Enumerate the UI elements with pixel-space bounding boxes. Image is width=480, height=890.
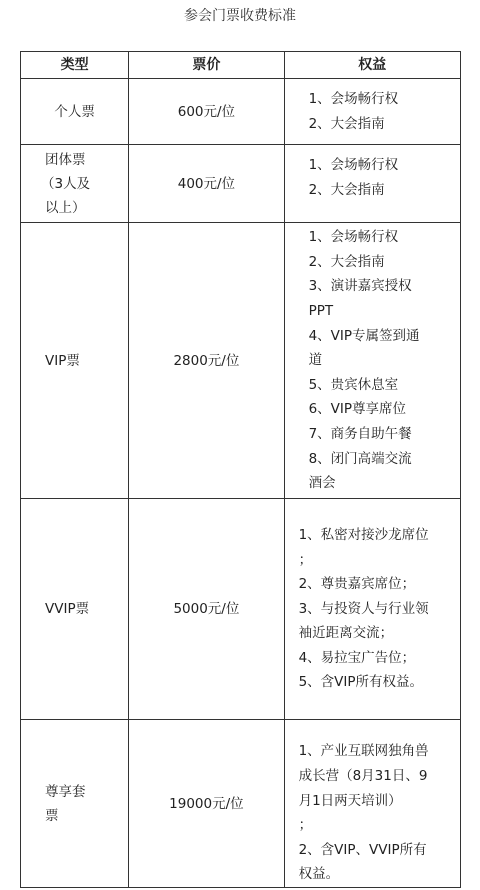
rights-item: 1、会场畅行权 <box>308 157 399 173</box>
ticket-price: 2800元/位 <box>173 352 240 369</box>
ticket-price: 5000元/位 <box>173 601 240 617</box>
rights-list <box>285 153 460 202</box>
ticket-price: 19000元/位 <box>169 795 244 812</box>
rights-item: 2、尊贵嘉宾席位； <box>298 576 416 593</box>
rights-item: 2、含VIP、VVIP所有 <box>298 841 427 858</box>
ticket-price-cell <box>129 79 284 145</box>
rights-item: 道 <box>308 352 323 369</box>
rights-item: 2、大会指南 <box>308 253 385 270</box>
rights-list <box>285 87 460 136</box>
ticket-type-cell <box>21 223 129 499</box>
header-rights: 权益 <box>284 52 460 79</box>
ticket-type-label: 个人票 <box>54 103 95 120</box>
rights-item: 7、商务自助午餐 <box>308 425 412 442</box>
rights-item: 酒会 <box>308 475 336 492</box>
ticket-price: 400元/位 <box>177 175 236 192</box>
rights-list <box>285 523 460 695</box>
rights-item: 2、大会指南 <box>308 181 385 198</box>
rights-list <box>285 225 460 496</box>
rights-item: 5、含VIP所有权益。 <box>298 674 424 691</box>
ticket-rights-cell <box>284 223 460 499</box>
rights-item: 2、大会指南 <box>308 115 385 132</box>
ticket-price-cell <box>129 223 284 499</box>
table-row <box>21 223 461 499</box>
ticket-type-label: 团体票 <box>45 151 86 168</box>
ticket-rights-cell <box>284 79 460 145</box>
rights-item: 5、贵宾休息室 <box>308 376 399 393</box>
rights-item: 月1日两天培训） <box>298 792 402 809</box>
table-row <box>21 499 461 720</box>
rights-item: 权益。 <box>298 866 340 883</box>
ticket-type-label: VVIP票 <box>45 601 90 617</box>
ticket-type-label: 以上） <box>45 199 86 216</box>
rights-item: 1、产业互联网独角兽 <box>298 743 429 760</box>
rights-item: 1、会场畅行权 <box>308 90 399 107</box>
rights-item: PPT <box>308 303 334 320</box>
table-row <box>21 79 461 145</box>
rights-item: 6、VIP尊享席位 <box>308 401 407 418</box>
table-header-row <box>21 52 461 79</box>
ticket-type-cell <box>21 79 129 145</box>
rights-item: ； <box>298 551 313 568</box>
ticket-price-cell <box>129 720 284 888</box>
table-row <box>21 145 461 223</box>
rights-item: 3、演讲嘉宾授权 <box>308 278 412 295</box>
ticket-type-label: 尊享套 <box>45 783 86 800</box>
ticket-pricing-table <box>20 51 461 888</box>
ticket-type-label: 票 <box>45 807 59 824</box>
ticket-price-cell <box>129 145 284 223</box>
rights-item: 袖近距离交流； <box>298 625 394 642</box>
ticket-type-label: （3人及 <box>41 175 91 192</box>
rights-item: 8、闭门高端交流 <box>308 450 412 467</box>
rights-item: 1、私密对接沙龙席位 <box>298 526 429 543</box>
rights-item: 4、VIP专属签到通 <box>308 327 420 344</box>
ticket-rights-cell <box>284 499 460 720</box>
table-row <box>21 720 461 888</box>
ticket-type-label: VIP票 <box>45 352 80 369</box>
ticket-price-cell <box>129 499 284 720</box>
header-type: 类型 <box>21 52 129 79</box>
rights-item: 3、与投资人与行业领 <box>298 600 429 617</box>
page-title: 参会门票收费标准 <box>184 8 296 24</box>
rights-item: ； <box>298 817 313 834</box>
ticket-rights-cell <box>284 145 460 223</box>
ticket-rights-cell <box>284 720 460 888</box>
rights-item: 1、会场畅行权 <box>308 229 399 246</box>
header-price: 票价 <box>129 52 284 79</box>
ticket-type-cell <box>21 720 129 888</box>
rights-item: 4、易拉宝广告位； <box>298 649 416 666</box>
ticket-price: 600元/位 <box>177 103 236 120</box>
rights-item: 成长营（8月31日、9 <box>298 768 428 785</box>
ticket-type-cell <box>21 499 129 720</box>
rights-list <box>285 739 460 887</box>
ticket-type-cell <box>21 145 129 223</box>
